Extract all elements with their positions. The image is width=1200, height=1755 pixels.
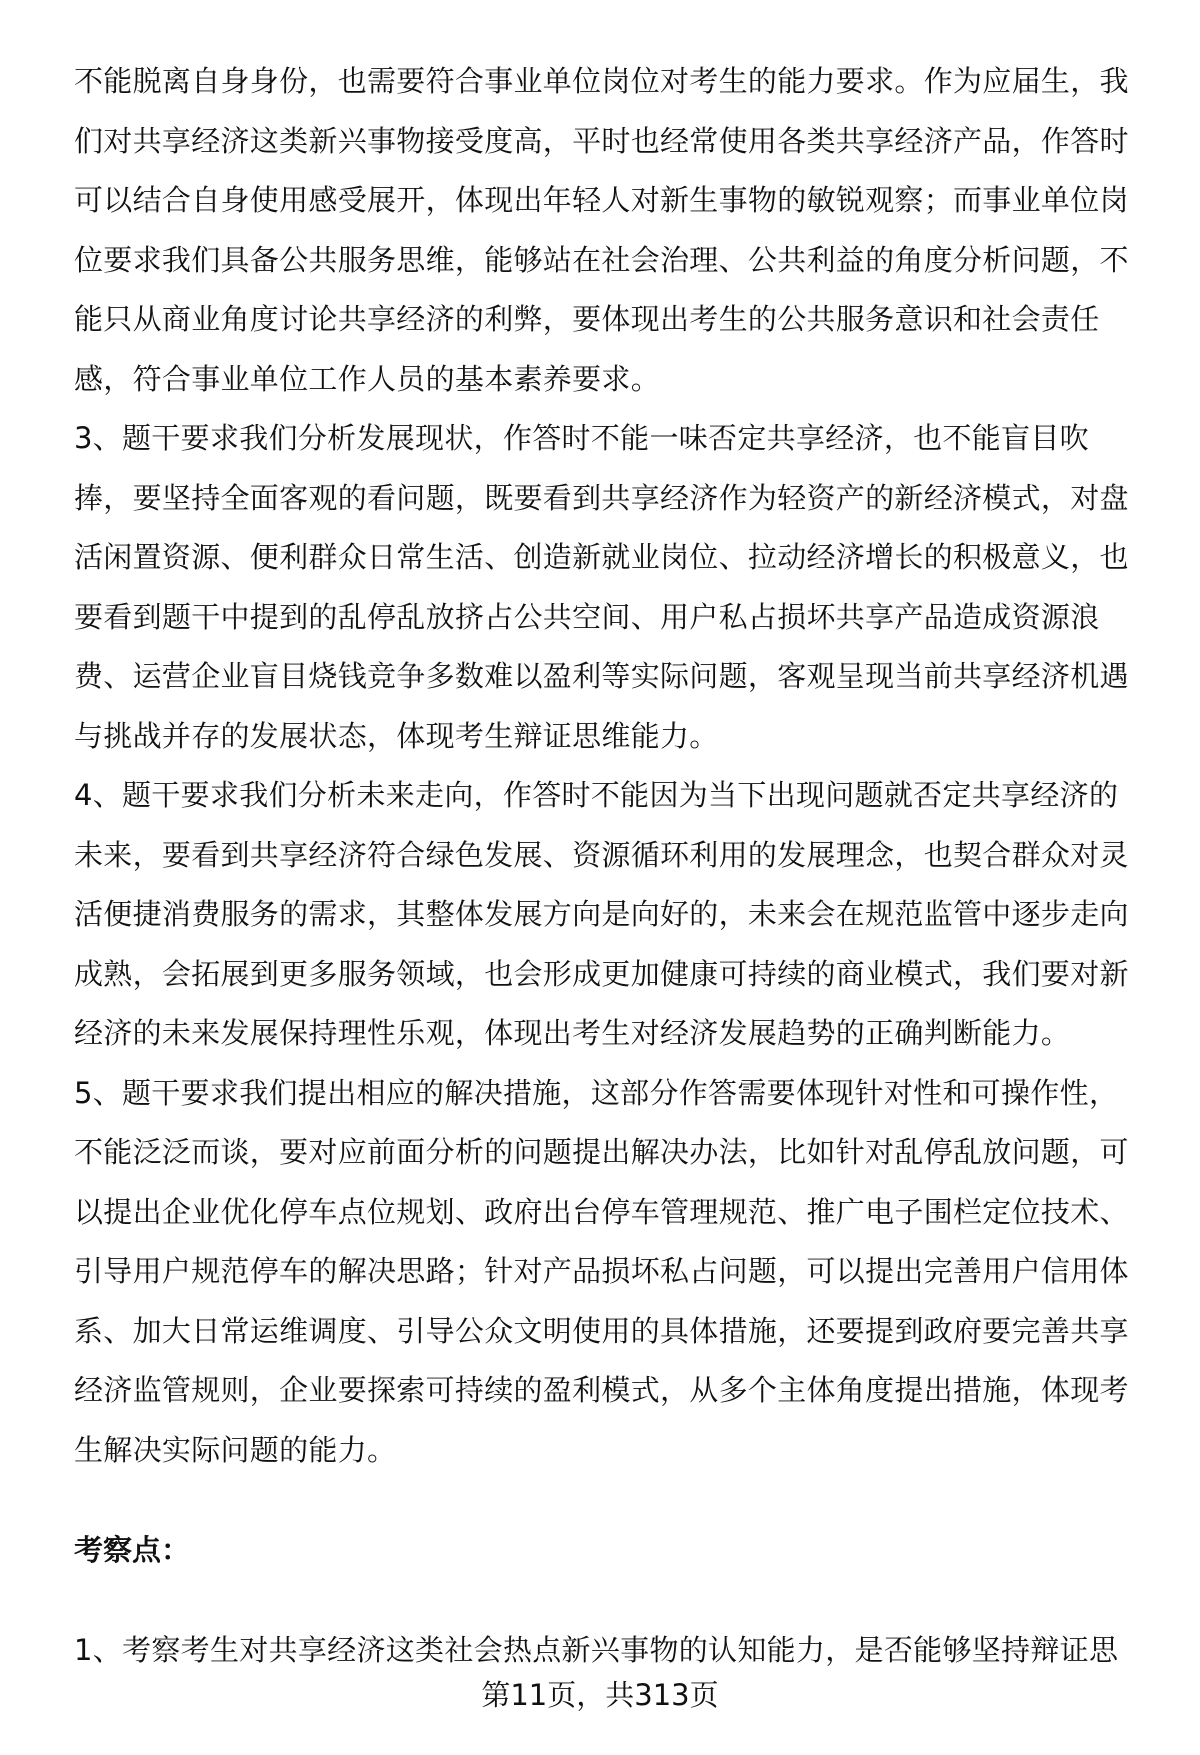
text-line: 位要求我们具备公共服务思维，能够站在社会治理、公共利益的角度分析问题，不 — [74, 242, 1129, 277]
text-line: 生解决实际问题的能力。 — [74, 1432, 397, 1467]
text-line: 感，符合事业单位工作人员的基本素养要求。 — [74, 361, 661, 396]
text-line: 引导用户规范停车的解决思路；针对产品损坏私占问题，可以提出完善用户信用体 — [74, 1254, 1129, 1288]
text-line: 未来，要看到共享经济符合绿色发展、资源循环利用的发展理念，也契合群众对灵 — [74, 837, 1129, 872]
text-line: 活便捷消费服务的需求，其整体发展方向是向好的，未来会在规范监管中逐步走向 — [74, 897, 1129, 931]
text-line: 可以结合自身使用感受展开，体现出年轻人对新生事物的敏锐观察；而事业单位岗 — [74, 183, 1129, 217]
text-line: 能只从商业角度讨论共享经济的利弊，要体现出考生的公共服务意识和社会责任 — [74, 302, 1100, 336]
text-line: 与挑战并存的发展状态，体现考生辩证思维能力。 — [74, 718, 719, 753]
text-line: 不能泛泛而谈，要对应前面分析的问题提出解决办法，比如针对乱停乱放问题，可 — [74, 1135, 1129, 1169]
text-line: 以提出企业优化停车点位规划、政府出台停车管理规范、推广电子围栏定位技术、 — [74, 1194, 1129, 1229]
text-line: 们对共享经济这类新兴事物接受度高，平时也经常使用各类共享经济产品，作答时 — [74, 123, 1129, 158]
text-line: 活闲置资源、便利群众日常生活、创造新就业岗位、拉动经济增长的积极意义，也 — [74, 540, 1129, 574]
text-line: 要看到题干中提到的乱停乱放挤占公共空间、用户私占损坏共享产品造成资源浪 — [74, 599, 1100, 634]
list-item: 1、考察考生对共享经济这类社会热点新兴事物的认知能力，是否能够坚持辩证思 — [74, 1633, 1119, 1667]
page-footer: 第11页，共313页 — [481, 1678, 719, 1712]
text-line: 经济的未来发展保持理性乐观，体现出考生对经济发展趋势的正确判断能力。 — [74, 1016, 1071, 1050]
text-line: 经济监管规则，企业要探索可持续的盈利模式，从多个主体角度提出措施，体现考 — [74, 1373, 1129, 1407]
text-line: 捧，要坚持全面客观的看问题，既要看到共享经济作为轻资产的新经济模式，对盘 — [74, 480, 1129, 515]
text-line: 5、题干要求我们提出相应的解决措施，这部分作答需要体现针对性和可操作性， — [74, 1075, 1119, 1110]
text-line: 4、题干要求我们分析未来走向，作答时不能因为当下出现问题就否定共享经济的 — [74, 778, 1119, 812]
text-line: 费、运营企业盲目烧钱竞争多数难以盈利等实际问题，客观呈现当前共享经济机遇 — [74, 659, 1129, 693]
section-heading: 考察点： — [74, 1533, 191, 1567]
text-line: 成熟，会拓展到更多服务领域，也会形成更加健康可持续的商业模式，我们要对新 — [74, 956, 1129, 991]
text-line: 不能脱离自身身份，也需要符合事业单位岗位对考生的能力要求。作为应届生，我 — [74, 64, 1129, 98]
text-line: 系、加大日常运维调度、引导公众文明使用的具体措施，还要提到政府要完善共享 — [74, 1313, 1129, 1348]
text-line: 3、题干要求我们分析发展现状，作答时不能一味否定共享经济，也不能盲目吹 — [74, 421, 1089, 455]
